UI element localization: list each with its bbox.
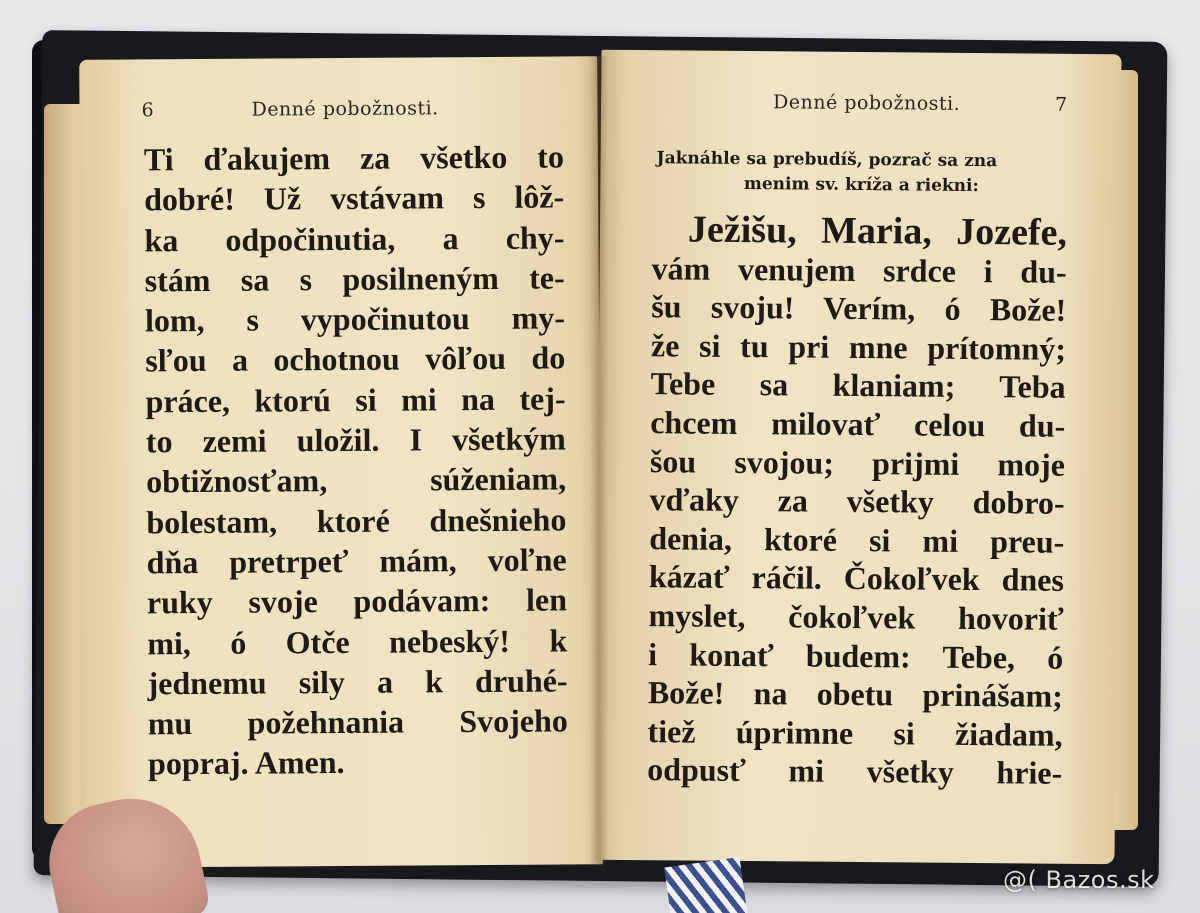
text-line: lom, s vypočinutou my- [144, 299, 566, 339]
text-line: vám venujem srdce i du- [651, 249, 1067, 290]
text-line: sľou a ochotnou vôľou do [145, 339, 566, 379]
text-line: kázať ráčil. Čokoľvek dnes [648, 558, 1065, 599]
watermark-logo: @( Bazos.sk [1003, 866, 1155, 894]
text-line: jednemu sily a k druhé- [147, 662, 568, 702]
text-line: Ti ďakujem za všetko to [143, 138, 564, 178]
text-line: šu svoju! Verím, ó Bože! [651, 288, 1067, 328]
text-line: ruky svoje podávam: len [146, 581, 568, 621]
text-line: tiež úprimne si žiadam, [647, 712, 1063, 753]
text-line: práce, ktorú si mi na tej- [145, 380, 566, 420]
running-head-right: Denné pobožnosti. [772, 91, 961, 115]
text-line: bolestam, ktoré dnešnieho [146, 501, 567, 541]
text-line: Tebe sa klaniam; Teba [650, 365, 1066, 406]
text-line: obtižnosťam, súženiam, [146, 460, 567, 500]
text-line: dobré! Už vstávam s lôž- [144, 178, 565, 218]
text-line: šou svojou; prijmi moje [649, 442, 1066, 483]
text-line: mu požehnania Svojeho [147, 702, 568, 742]
text-line: ka odpočinutia, a chy- [144, 219, 565, 258]
text-line: Bože! na obetu prinášam; [647, 674, 1064, 714]
page-number-left: 6 [141, 99, 154, 122]
text-line: i konať budem: Tebe, ó [648, 635, 1064, 676]
text-line: popraj. Amen. [147, 744, 345, 782]
text-line: mi, ó Otče nebeský! k [147, 621, 568, 661]
text-line: denia, ktoré si mi preu- [649, 519, 1065, 560]
text-line: stám sa s posilneným te- [144, 259, 565, 299]
right-page [594, 50, 1121, 865]
instruction-text [656, 146, 1066, 200]
book-gutter [590, 56, 608, 866]
text-line: dňa pretrpeť mám, voľne [146, 541, 567, 581]
text-line: chcem milovať celou du- [650, 404, 1066, 444]
text-line: myslet, čokoľvek hovoriť [648, 597, 1064, 637]
left-page [79, 56, 603, 868]
instruction-line: menim sv. kríža a riekni: [743, 173, 979, 197]
text-line: odpusť mi všetky hrie- [647, 751, 1063, 792]
left-page-body [144, 136, 568, 784]
running-head-left: Denné pobožnosti. [251, 97, 439, 121]
page-number-right: 7 [1054, 93, 1068, 116]
text-line: že si tu pri mne prítomný; [650, 326, 1067, 367]
bookmark-ribbon [664, 857, 748, 913]
text-line: vďaky za všetky dobro- [649, 481, 1065, 521]
instruction-line: Jaknáhle sa prebudíš, pozrač sa zna [656, 148, 998, 172]
right-page-body [647, 210, 1067, 793]
text-line: Ježišu, Maria, Jozefe, [687, 208, 1068, 254]
text-line: to zemi uložil. I všetkým [145, 420, 566, 460]
